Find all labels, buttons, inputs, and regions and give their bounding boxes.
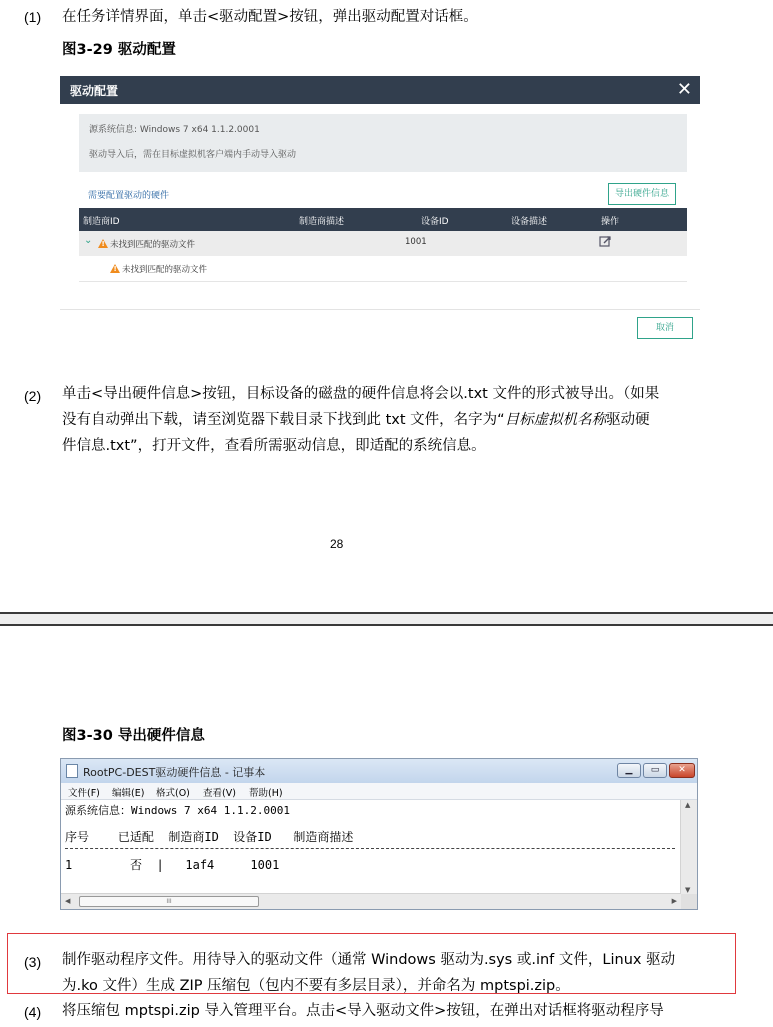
edit-icon[interactable]: [599, 235, 612, 251]
step-number: (2): [24, 388, 42, 404]
text-line: 1 否 | 1af4 1001: [65, 858, 280, 872]
close-icon[interactable]: ✕: [676, 79, 692, 100]
notepad-window: [60, 758, 698, 910]
notice-text: 驱动导入后，需在目标虚拟机客户端内手动导入驱动: [89, 150, 297, 160]
menu-help[interactable]: 帮助(H): [249, 788, 283, 799]
column-header: 制造商描述: [299, 217, 345, 227]
horizontal-scrollbar[interactable]: [61, 893, 681, 909]
vertical-scrollbar[interactable]: [680, 800, 697, 895]
menu-edit[interactable]: 编辑(E): [112, 788, 145, 799]
column-header: 制造商ID: [83, 217, 120, 227]
column-header: 操作: [601, 217, 620, 227]
dialog-header: [60, 76, 700, 104]
source-info: 源系统信息: Windows 7 x64 1.1.2.0001: [89, 125, 260, 135]
figure-caption: 图3-29 驱动配置: [62, 42, 176, 58]
hardware-label: 需要配置驱动的硬件: [88, 191, 170, 201]
scroll-left-icon[interactable]: ◀: [65, 897, 71, 905]
vendor-cell: ! 未找到匹配的驱动文件: [98, 238, 195, 250]
scroll-down-icon[interactable]: ▼: [685, 886, 691, 894]
warning-icon: [110, 264, 120, 273]
warning-icon: [98, 239, 108, 248]
table-row[interactable]: [79, 256, 687, 282]
scroll-corner: [681, 894, 697, 909]
driver-config-dialog: [60, 76, 700, 358]
device-id-cell: 1001: [405, 237, 427, 247]
step-number: (3): [24, 954, 42, 970]
close-icon[interactable]: ✕: [669, 763, 695, 778]
window-title: RootPC-DEST驱动硬件信息 - 记事本: [83, 766, 266, 779]
notepad-icon: [66, 764, 78, 778]
window-titlebar: [61, 759, 697, 783]
cancel-button[interactable]: 取消: [637, 317, 693, 339]
menu-format[interactable]: 格式(O): [156, 788, 190, 799]
column-header: 设备描述: [511, 217, 548, 227]
text-separator: [65, 848, 675, 849]
dialog-title: 驱动配置: [70, 84, 119, 98]
text-line: 序号 已适配 制造商ID 设备ID 制造商描述: [65, 830, 354, 844]
menu-bar: [61, 783, 697, 800]
menu-view[interactable]: 查看(V): [203, 788, 236, 799]
scroll-up-icon[interactable]: ▲: [685, 801, 691, 809]
chevron-down-icon[interactable]: ⌄: [84, 235, 93, 246]
divider: [60, 309, 700, 310]
export-hardware-button[interactable]: 导出硬件信息: [608, 183, 676, 205]
scroll-thumb[interactable]: III: [79, 896, 259, 907]
menu-file[interactable]: 文件(F): [68, 788, 100, 799]
step-text: 将压缩包 mptspi.zip 导入管理平台。点击<导入驱动文件>按钮，在弹出对话框将驱动程序导: [62, 1003, 664, 1019]
step-number: (1): [24, 9, 42, 25]
minimize-icon[interactable]: ▁: [617, 763, 641, 778]
step-text: 在任务详情界面，单击<驱动配置>按钮，弹出驱动配置对话框。: [62, 9, 478, 25]
vendor-cell: !未找到匹配的驱动文件: [110, 263, 207, 275]
text-line: 源系统信息：Windows 7 x64 1.1.2.0001: [65, 804, 290, 817]
info-box: [79, 114, 687, 172]
maximize-icon[interactable]: ▭: [643, 763, 667, 778]
step-number: (4): [24, 1004, 42, 1020]
page-number: 28: [330, 537, 344, 551]
page-break: [0, 612, 773, 626]
step-text: 制作驱动程序文件。用待导入的驱动文件（通常 Windows 驱动为.sys 或.inf 文件，Linux 驱动 为.ko 文件）生成 ZIP 压缩包（包内不要有多层目录），并命名为 mptspi.zip。: [62, 952, 676, 994]
column-header: 设备ID: [421, 217, 449, 227]
table-row[interactable]: [79, 231, 687, 256]
figure-caption: 图3-30 导出硬件信息: [62, 728, 205, 744]
scroll-right-icon[interactable]: ▶: [671, 897, 677, 905]
table-header: [79, 208, 687, 231]
step-text: 单击<导出硬件信息>按钮，目标设备的磁盘的硬件信息将会以.txt 文件的形式被导出。（如果 没有自动弹出下载，请至浏览器下载目录下找到此 txt 文件，名字为“目标虚拟机名称驱动硬 件信息.txt”，打开文件，查看所需驱动信息，即适配的系统信息。: [62, 386, 660, 454]
